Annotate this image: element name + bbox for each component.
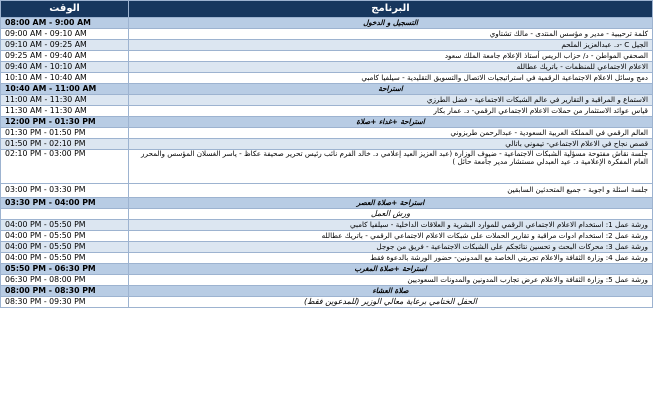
- session-title: ورش العمل: [129, 209, 653, 220]
- session-time: 06:30 PM - 08:00 PM: [1, 275, 129, 286]
- session-title: ورشة عمل 5: وزارة الثقافة والاعلام عرض تجارب المدونين والمدونات السعوديين: [129, 275, 653, 286]
- schedule-row: [1, 209, 653, 220]
- schedule-row: [1, 29, 653, 40]
- session-title: جلسة اسئلة و اجوبة - جميع المتحدثين السابقين: [129, 184, 653, 198]
- session-time: [1, 209, 129, 220]
- schedule-row: [1, 242, 653, 253]
- session-time: 02:10 PM - 03:00 PM: [1, 150, 129, 184]
- program-header: البرنامج: [129, 1, 653, 18]
- session-title: الاعلام الاجتماعي للمنظمات - باتريك عطالله: [129, 62, 653, 73]
- schedule-row: [1, 264, 653, 275]
- session-title: استراحة +غداء +صلاة: [129, 117, 653, 128]
- session-time: 08:30 PM - 09:30 PM: [1, 297, 129, 308]
- schedule-row: [1, 231, 653, 242]
- schedule-row: [1, 62, 653, 73]
- session-time: 09:00 AM - 09:10 AM: [1, 29, 129, 40]
- session-time: 10:10 AM - 10:40 AM: [1, 73, 129, 84]
- session-time: 10:40 AM - 11:00 AM: [1, 84, 129, 95]
- session-title: الحفل الختامي برعاية معالي الوزير (للمدعوين فقط): [129, 297, 653, 308]
- schedule-row: [1, 297, 653, 308]
- session-title: استراحة +صلاة المغرب: [129, 264, 653, 275]
- session-time: 04:00 PM - 05:50 PM: [1, 253, 129, 264]
- session-title: كلمة ترحيبية - مدير و مؤسس المنتدى - مالك تشتاوي: [129, 29, 653, 40]
- session-time: 04:00 PM - 05:50 PM: [1, 242, 129, 253]
- schedule-row: [1, 73, 653, 84]
- schedule-row: [1, 139, 653, 150]
- header-row: [1, 1, 653, 18]
- schedule-row: [1, 150, 653, 184]
- schedule-row: [1, 184, 653, 198]
- session-title: الصحفي المواطن - د/ حزاب الريس أستاذ الإعلام جامعة الملك سعود: [129, 51, 653, 62]
- session-time: 09:10 AM - 09:25 AM: [1, 40, 129, 51]
- session-title: ورشة عمل 3: محركات البحث و تحسين نتائجكم على الشبكات الاجتماعية - فريق من جوجل: [129, 242, 653, 253]
- session-time: 01:50 PM - 02:10 PM: [1, 139, 129, 150]
- schedule-row: [1, 51, 653, 62]
- session-title: الاستماع و المراقبة و التقارير في عالم الشبكات الاجتماعية - فضل الطرزي: [129, 95, 653, 106]
- session-time: 04:00 PM - 05:50 PM: [1, 220, 129, 231]
- schedule-row: [1, 18, 653, 29]
- session-title: استراحة +صلاة العصر: [129, 198, 653, 209]
- session-time: 09:40 AM - 10:10 AM: [1, 62, 129, 73]
- session-title: ورشة عمل 1: استخدام الاعلام الاجتماعي الرقمي للموارد البشرية و العلاقات الداخلية - سيلفيا كامبي: [129, 220, 653, 231]
- schedule-row: [1, 286, 653, 297]
- schedule-row: [1, 253, 653, 264]
- schedule-row: [1, 84, 653, 95]
- schedule-row: [1, 95, 653, 106]
- time-header: الوقت: [1, 1, 129, 18]
- session-time: 09:25 AM - 09:40 AM: [1, 51, 129, 62]
- schedule-row: [1, 128, 653, 139]
- session-time: 05:50 PM - 06:30 PM: [1, 264, 129, 275]
- session-time: 03:30 PM - 04:00 PM: [1, 198, 129, 209]
- session-title: العالم الرقمي في المملكة العربية السعودية - عبدالرحمن طربزوني: [129, 128, 653, 139]
- session-time: 08:00 PM - 08:30 PM: [1, 286, 129, 297]
- session-title: صلاة العشاء: [129, 286, 653, 297]
- schedule-row: [1, 275, 653, 286]
- session-title: ورشة عمل 4: وزارة الثقافة والاعلام تجربتي الخاصة مع المدونين- حضور الورشة بالدعوة فقط: [129, 253, 653, 264]
- session-time: 01:30 PM - 01:50 PM: [1, 128, 129, 139]
- schedule-row: [1, 220, 653, 231]
- session-title: ورشة عمل 2: استخدام ادوات مراقبة و تقارير الحملات على شبكات الاعلام الاجتماعي الرقمي - باتريك عطالله: [129, 231, 653, 242]
- session-time: 04:00 PM - 05:50 PM: [1, 231, 129, 242]
- session-title: التسجيل و الدخول: [129, 18, 653, 29]
- session-time: 08:00 AM - 9:00 AM: [1, 18, 129, 29]
- schedule-row: [1, 198, 653, 209]
- session-time: 11:00 AM - 11:30 AM: [1, 95, 129, 106]
- schedule-body: [1, 18, 653, 308]
- session-title: جلسة نقاش مفتوحة مسؤلية الشبكات الاجتماعية - ضيوف الوزارة (عبد العزيز العيد إعلامي د. خالد الفرم نائب رئيس تحرير صحيفة عكاظ - ياسر الغسلان المؤسس والمحرر العام المفكرة الإعلامية د. عيد العبدلي مستشار مدير جامعة حائل ): [129, 150, 653, 184]
- schedule-row: [1, 117, 653, 128]
- session-time: 03:00 PM - 03:30 PM: [1, 184, 129, 198]
- session-title: قياس عوائد الاستثمار من حملات الاعلام الاجتماعي الرقمي- د. عمار بكار: [129, 106, 653, 117]
- schedule-row: [1, 40, 653, 51]
- session-title: استراحة: [129, 84, 653, 95]
- schedule-row: [1, 106, 653, 117]
- session-time: 12:00 PM - 01:30 PM: [1, 117, 129, 128]
- session-time: 11:30 AM - 11:30 AM: [1, 106, 129, 117]
- session-title: الجيل C -د. عبدالعزيز الملحم: [129, 40, 653, 51]
- session-title: دمج وسائل الاعلام الاجتماعية الرقمية في استراتيجيات الاتصال والتسويق التقليدية - سيلفيا كامبي: [129, 73, 653, 84]
- session-title: قصص نجاح في الاعلام الاجتماعي- تيموني باتالي: [129, 139, 653, 150]
